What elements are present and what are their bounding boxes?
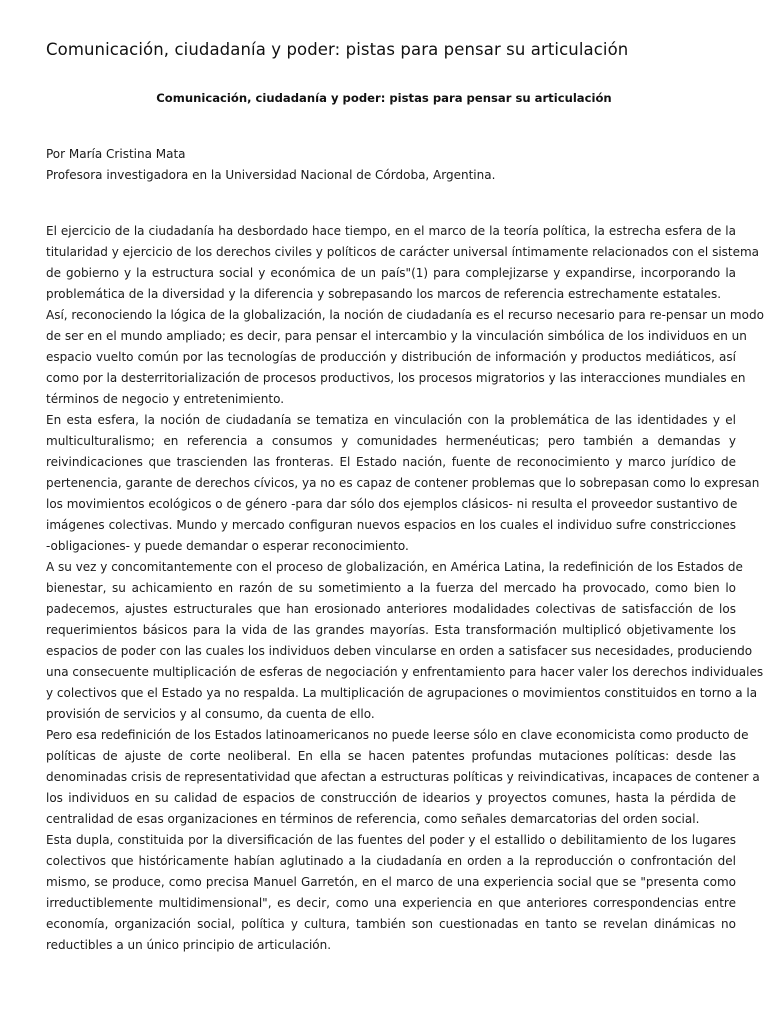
- body-line: -obligaciones- y puede demandar o esperar reconocimiento.: [46, 539, 409, 553]
- byline: [46, 144, 736, 186]
- article-title: Comunicación, ciudadanía y poder: pistas para pensar su articulación: [156, 91, 612, 105]
- body-line: mismo, se produce, como precisa Manuel Garretón, en el marco de una experiencia social que se "presenta como: [46, 875, 736, 889]
- body-line: reivindicaciones que trascienden las fronteras. El Estado nación, fuente de reconocimiento y marco jurídico de: [46, 455, 736, 469]
- document-title: Comunicación, ciudadanía y poder: pistas para pensar su articulación: [46, 40, 629, 59]
- body-line: Esta dupla, constituida por la diversificación de las fuentes del poder y el estallido o debilitamiento de los lugares: [46, 833, 736, 847]
- body-line: una consecuente multiplicación de esferas de negociación y enfrentamiento para hacer valer los derechos individuales: [46, 665, 764, 679]
- body-line: términos de negocio y entretenimiento.: [46, 392, 285, 406]
- body-line: En esta esfera, la noción de ciudadanía se tematiza en vinculación con la problemática de las identidades y el: [46, 413, 736, 427]
- body-line: Pero esa redefinición de los Estados latinoamericanos no puede leerse sólo en clave economicista como producto de: [46, 728, 749, 742]
- body-line: como por la desterritorialización de procesos productivos, los procesos migratorios y las interacciones mundiales en: [46, 371, 746, 385]
- body-line: centralidad de esas organizaciones en términos de referencia, como señales demarcatorias del orden social.: [46, 812, 700, 826]
- body-line: bienestar, su achicamiento en razón de su sometimiento a la fuerza del mercado ha provocado, como bien lo: [46, 581, 736, 595]
- body-line: titularidad y ejercicio de los derechos civiles y políticos de carácter universal íntimamente relacionados con el sistema: [46, 245, 760, 259]
- body-line: padecemos, ajustes estructurales que han erosionado anteriores modalidades colectivas de satisfacción de los: [46, 602, 736, 616]
- body-line: provisión de servicios y al consumo, da cuenta de ello.: [46, 707, 375, 721]
- article-body: [46, 221, 764, 956]
- body-line: multiculturalismo; en referencia a consumos y comunidades hermenéuticas; pero también a demandas y: [46, 434, 736, 448]
- body-line: de ser en el mundo ampliado; es decir, para pensar el intercambio y la vinculación simbólica de los individuos en un: [46, 329, 747, 343]
- body-line: pertenencia, garante de derechos cívicos, ya no es capaz de contener problemas que lo sobrepasan como lo expresan: [46, 476, 760, 490]
- affiliation-line: Profesora investigadora en la Universidad Nacional de Córdoba, Argentina.: [46, 168, 496, 182]
- body-line: denominadas crisis de representatividad que afectan a estructuras políticas y reivindicativas, incapaces de contener a: [46, 770, 760, 784]
- body-line: políticas de ajuste de corte neoliberal. En ella se hacen patentes profundas mutaciones políticas: desde las: [46, 749, 736, 763]
- body-line: irreductiblemente multidimensional", es decir, como una experiencia en que anteriores correspondencias entre: [46, 896, 736, 910]
- body-line: requerimientos básicos para la vida de las grandes mayorías. Esta transformación multiplicó objetivamente los: [46, 623, 736, 637]
- body-line: economía, organización social, política y cultura, también son cuestionadas en tanto se revelan dinámicas no: [46, 917, 736, 931]
- body-line: y colectivos que el Estado ya no respalda. La multiplicación de agrupaciones o movimientos constituidos en torno a la: [46, 686, 758, 700]
- body-line: de gobierno y la estructura social y económica de un país"(1) para complejizarse y expandirse, incorporando la: [46, 266, 736, 280]
- body-line: reductibles a un único principio de articulación.: [46, 938, 332, 952]
- body-line: El ejercicio de la ciudadanía ha desbordado hace tiempo, en el marco de la teoría política, la estrecha esfera de la: [46, 224, 736, 238]
- body-line: espacios de poder con las cuales los individuos deben vincularse en orden a satisfacer sus necesidades, produciendo: [46, 644, 753, 658]
- body-line: A su vez y concomitantemente con el proceso de globalización, en América Latina, la redefinición de los Estados de: [46, 560, 743, 574]
- body-line: Así, reconociendo la lógica de la globalización, la noción de ciudadanía es el recurso necesario para re-pensar un modo: [46, 308, 764, 322]
- body-line: espacio vuelto común por las tecnologías de producción y distribución de información y productos mediáticos, así: [46, 350, 736, 364]
- body-line: los movimientos ecológicos o de género -para dar sólo dos ejemplos clásicos- ni resulta el proveedor sustantivo de: [46, 497, 738, 511]
- body-line: colectivos que históricamente habían aglutinado a la ciudadanía en orden a la reproducción o confrontación del: [46, 854, 736, 868]
- body-line: imágenes colectivas. Mundo y mercado configuran nuevos espacios en los cuales el individuo sufre constricciones: [46, 518, 736, 532]
- body-line: problemática de la diversidad y la diferencia y sobrepasando los marcos de referencia estrechamente estatales.: [46, 287, 722, 301]
- body-line: los individuos en su calidad de espacios de construcción de idearios y proyectos comunes, hasta la pérdida de: [46, 791, 736, 805]
- author-line: Por María Cristina Mata: [46, 147, 186, 161]
